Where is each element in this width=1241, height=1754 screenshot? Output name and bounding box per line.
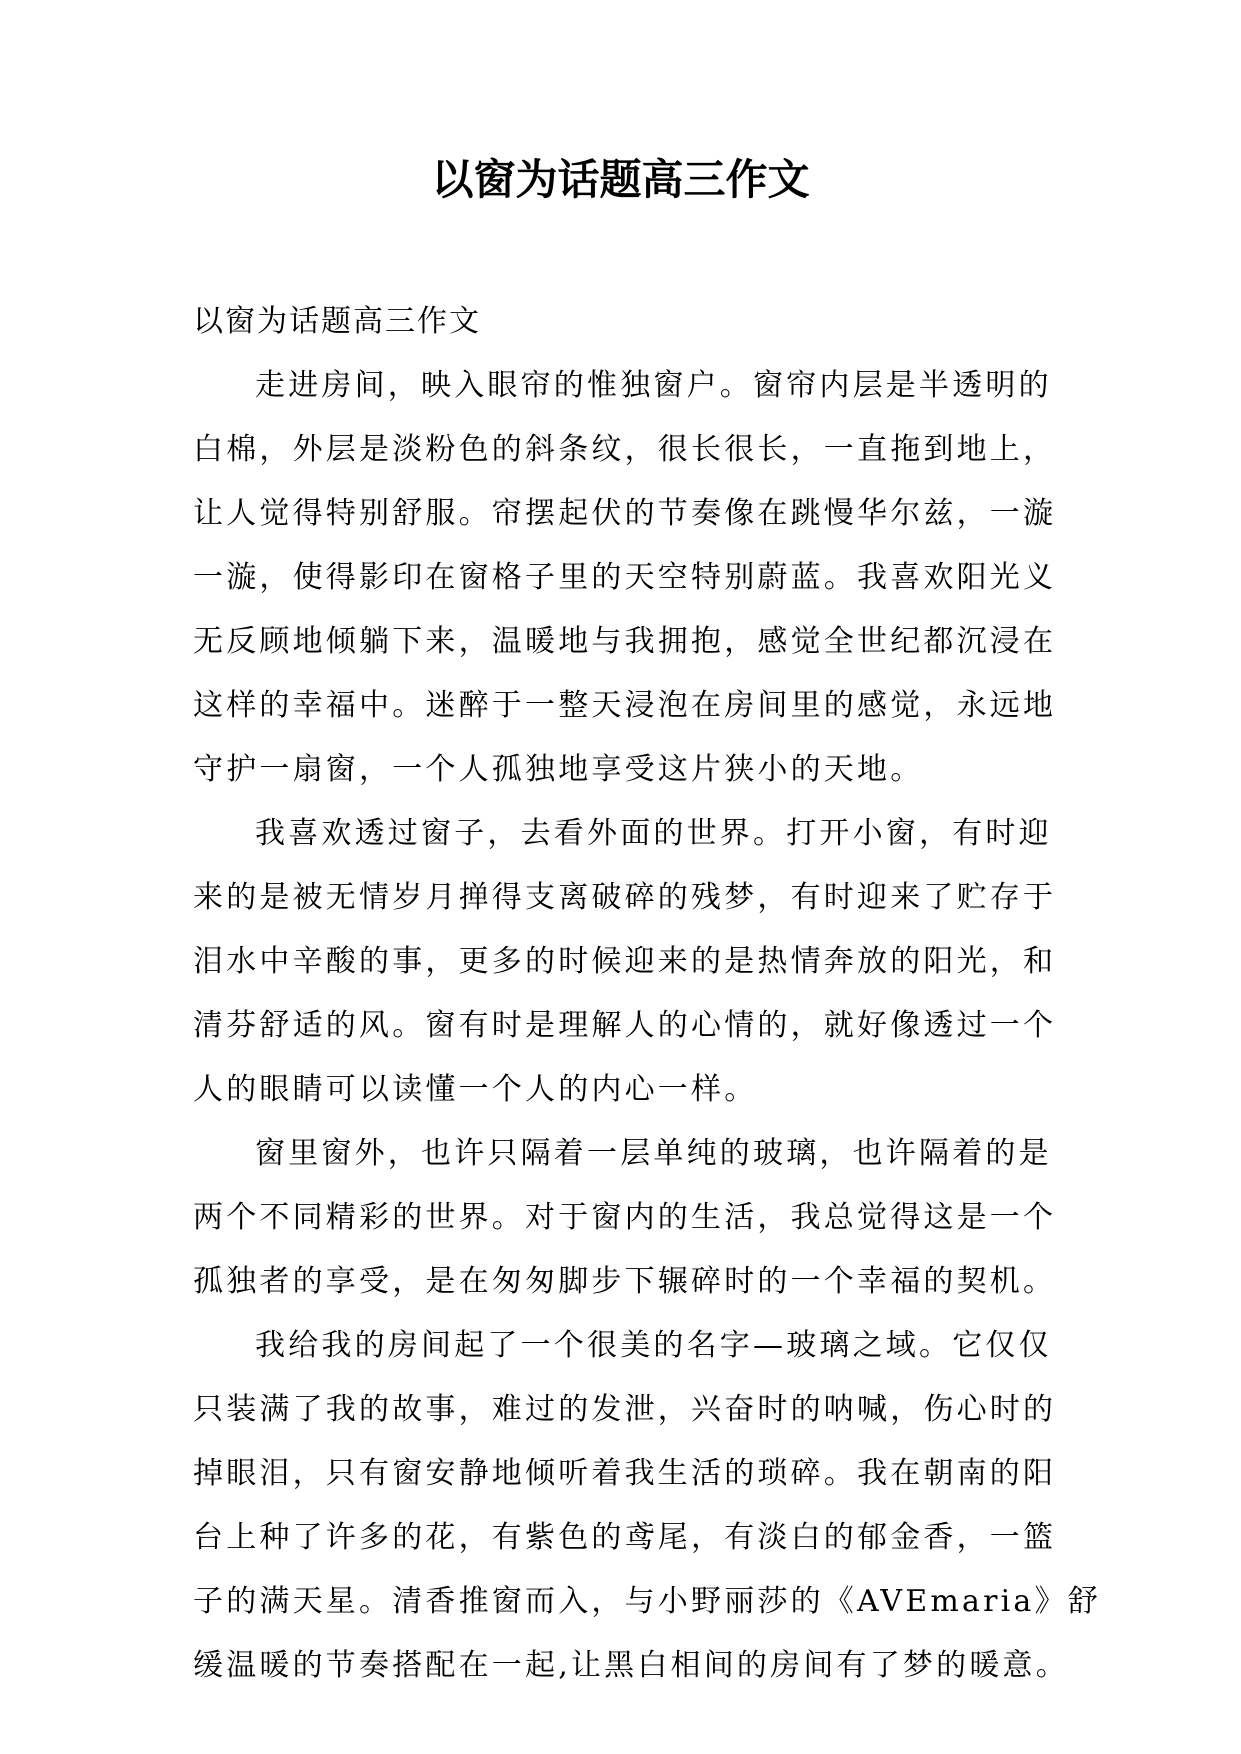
paragraph-3-line-3: 孤独者的享受，是在匆匆脚步下辗碎时的一个幸福的契机。 (193, 1264, 1057, 1299)
document-subtitle: 以窗为话题高三作文 (193, 304, 481, 339)
paragraph-2-line-4: 清芬舒适的风。窗有时是理解人的心情的，就好像透过一个 (193, 1008, 1057, 1043)
paragraph-1-line-2: 白棉，外层是淡粉色的斜条纹，很长很长，一直拖到地上， (193, 432, 1057, 467)
paragraph-1-line-7: 守护一扇窗，一个人孤独地享受这片狭小的天地。 (193, 752, 924, 787)
paragraph-2-line-2: 来的是被无情岁月掸得支离破碎的残梦，有时迎来了贮存于 (193, 880, 1057, 915)
document-title: 以窗为话题高三作文 (431, 155, 810, 204)
paragraph-1-line-4: 一漩，使得影印在窗格子里的天空特别蔚蓝。我喜欢阳光义 (193, 560, 1057, 595)
paragraph-1-line-1: 走进房间，映入眼帘的惟独窗户。窗帘内层是半透明的 (255, 368, 1052, 403)
document-body (193, 290, 1101, 1698)
paragraph-4-line-4: 台上种了许多的花，有紫色的鸢尾，有淡白的郁金香，一篮 (193, 1520, 1057, 1555)
paragraph-4-line-2: 只装满了我的故事，难过的发泄，兴奋时的呐喊，伤心时的 (193, 1392, 1057, 1427)
paragraph-4-line-3: 掉眼泪，只有窗安静地倾听着我生活的琐碎。我在朝南的阳 (193, 1456, 1057, 1491)
paragraph-1-line-6: 这样的幸福中。迷醉于一整天浸泡在房间里的感觉，永远地 (193, 688, 1057, 723)
paragraph-1-line-3: 让人觉得特别舒服。帘摆起伏的节奏像在跳慢华尔兹，一漩 (193, 496, 1057, 531)
paragraph-3-line-2: 两个不同精彩的世界。对于窗内的生活，我总觉得这是一个 (193, 1200, 1057, 1235)
paragraph-2-line-1: 我喜欢透过窗子，去看外面的世界。打开小窗，有时迎 (255, 816, 1052, 851)
paragraph-4-line-1: 我给我的房间起了一个很美的名字—玻璃之域。它仅仅 (255, 1328, 1052, 1363)
paragraph-3-line-1: 窗里窗外，也许只隔着一层单纯的玻璃，也许隔着的是 (255, 1136, 1052, 1171)
paragraph-2-line-5: 人的眼睛可以读懂一个人的内心一样。 (193, 1072, 758, 1107)
paragraph-4-line-6: 缓温暖的节奏搭配在一起,让黑白相间的房间有了梦的暖意。 (193, 1648, 1069, 1683)
paragraph-4-line-5: 子的满天星。清香推窗而入，与小野丽莎的《AVEmaria》舒 (193, 1584, 1101, 1619)
paragraph-2-line-3: 泪水中辛酸的事，更多的时候迎来的是热情奔放的阳光，和 (193, 944, 1057, 979)
paragraph-1-line-5: 无反顾地倾躺下来，温暖地与我拥抱，感觉全世纪都沉浸在 (193, 624, 1057, 659)
